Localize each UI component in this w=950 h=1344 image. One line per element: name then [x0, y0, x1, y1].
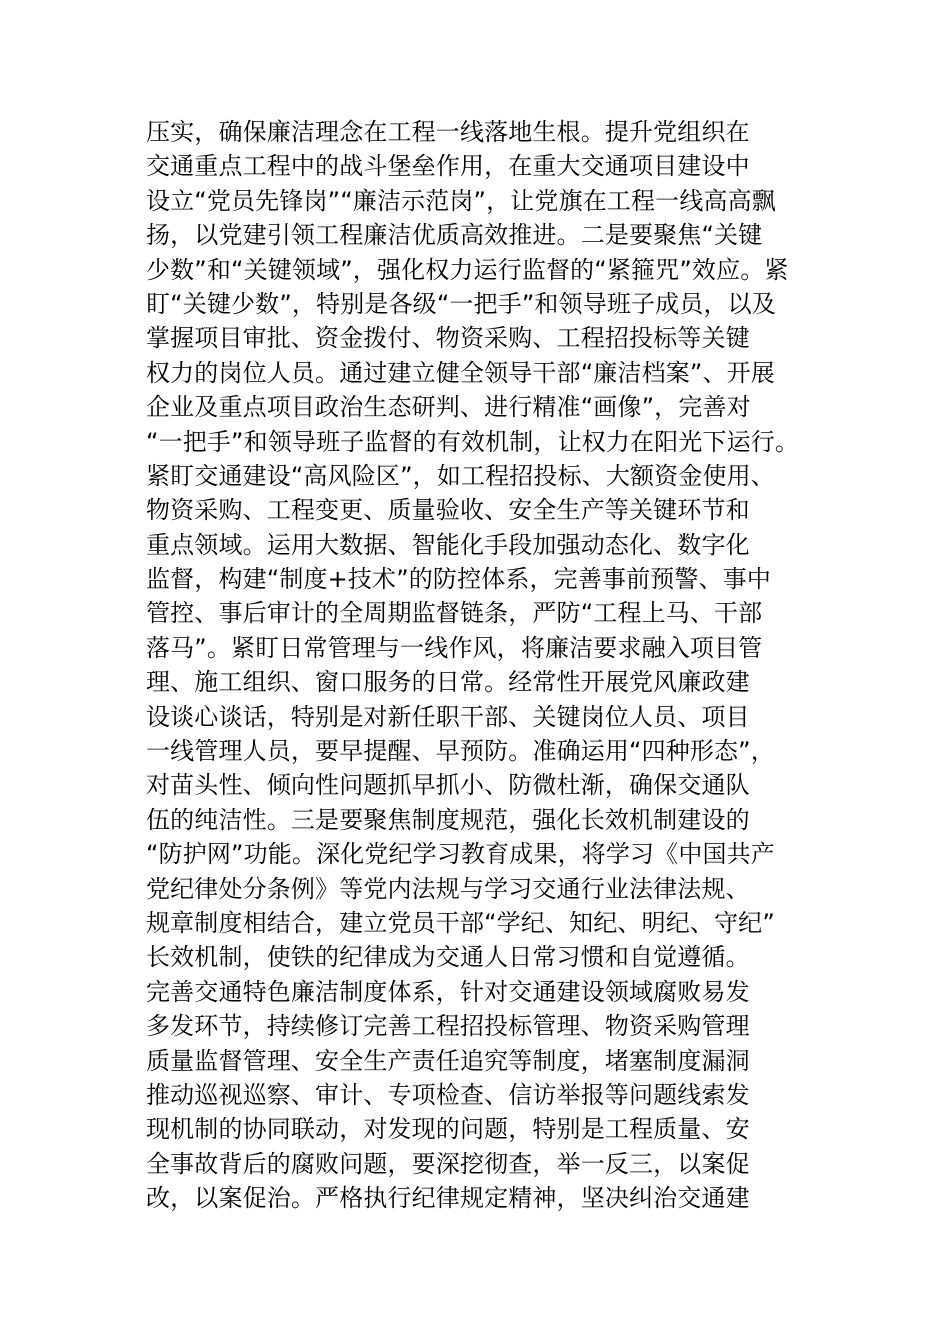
text-line: 企业及重点项目政治生态研判、进行精准“画像”，完善对 [146, 393, 751, 422]
text-line: 落马”。紧盯日常管理与一线作风，将廉洁要求融入项目管 [146, 633, 763, 662]
text-line: 交通重点工程中的战斗堡垒作用，在重大交通项目建设中 [146, 152, 750, 181]
text-line: 监督，构建“制度+技术”的防控体系，完善事前预警、事中 [146, 565, 772, 594]
text-line: 完善交通特色廉洁制度体系，针对交通建设领域腐败易发 [146, 977, 750, 1006]
text-line: 全事故背后的腐败问题，要深挖彻查，举一反三，以案促 [146, 1149, 750, 1178]
text-line: 质量监督管理、安全生产责任追究等制度，堵塞制度漏洞 [146, 1046, 750, 1075]
text-line: “一把手”和领导班子监督的有效机制，让权力在阳光下运行。 [146, 427, 800, 456]
text-line: 设谈心谈话，特别是对新任职干部、关键岗位人员、项目 [146, 702, 750, 731]
text-line: 推动巡视巡察、审计、专项检查、信访举报等问题线索发 [146, 1080, 750, 1109]
text-line: 伍的纯洁性。三是要聚焦制度规范，强化长效机制建设的 [146, 805, 750, 834]
text-line: 对苗头性、倾向性问题抓早抓小、防微杜渐，确保交通队 [146, 771, 750, 800]
text-line: 盯“关键少数”，特别是各级“一把手”和领导班子成员，以及 [146, 289, 776, 318]
text-line: 党纪律处分条例》等党内法规与学习交通行业法律法规、 [146, 874, 750, 903]
text-line: 管控、事后审计的全周期监督链条，严防“工程上马、干部 [146, 599, 763, 628]
text-line: 物资采购、工程变更、质量验收、安全生产等关键环节和 [146, 496, 750, 525]
text-line: 掌握项目审批、资金拨付、物资采购、工程招投标等关键 [146, 324, 750, 353]
text-line: 现机制的协同联动，对发现的问题，特别是工程质量、安 [146, 1115, 750, 1144]
text-line: 紧盯交通建设“高风险区”，如工程招投标、大额资金使用、 [146, 461, 775, 490]
text-line: 多发环节，持续修订完善工程招投标管理、物资采购管理 [146, 1012, 750, 1041]
text-line: 理、施工组织、窗口服务的日常。经常性开展党风廉政建 [146, 668, 750, 697]
text-line: “防护网”功能。深化党纪学习教育成果，将学习《中国共产 [146, 840, 775, 869]
text-line: 长效机制，使铁的纪律成为交通人日常习惯和自觉遵循。 [146, 943, 750, 972]
body-text [146, 115, 826, 1216]
text-line: 权力的岗位人员。通过建立健全领导干部“廉洁档案”、开展 [146, 358, 775, 387]
text-line: 扬，以党建引领工程廉洁优质高效推进。二是要聚焦“关键 [146, 221, 763, 250]
text-line: 少数”和“关键领域”，强化权力运行监督的“紧箍咒”效应。紧 [146, 255, 789, 284]
text-line: 重点领域。运用大数据、智能化手段加强动态化、数字化 [146, 530, 750, 559]
text-line: 压实，确保廉洁理念在工程一线落地生根。提升党组织在 [146, 118, 750, 146]
text-line: 一线管理人员，要早提醒、早预防。准确运用“四种形态”， [146, 737, 775, 766]
text-line: 规章制度相结合，建立党员干部“学纪、知纪、明纪、守纪” [146, 908, 775, 937]
text-line: 改，以案促治。严格执行纪律规定精神，坚决纠治交通建 [146, 1184, 750, 1213]
text-line: 设立“党员先锋岗”“廉洁示范岗”，让党旗在工程一线高高飘 [146, 186, 776, 215]
